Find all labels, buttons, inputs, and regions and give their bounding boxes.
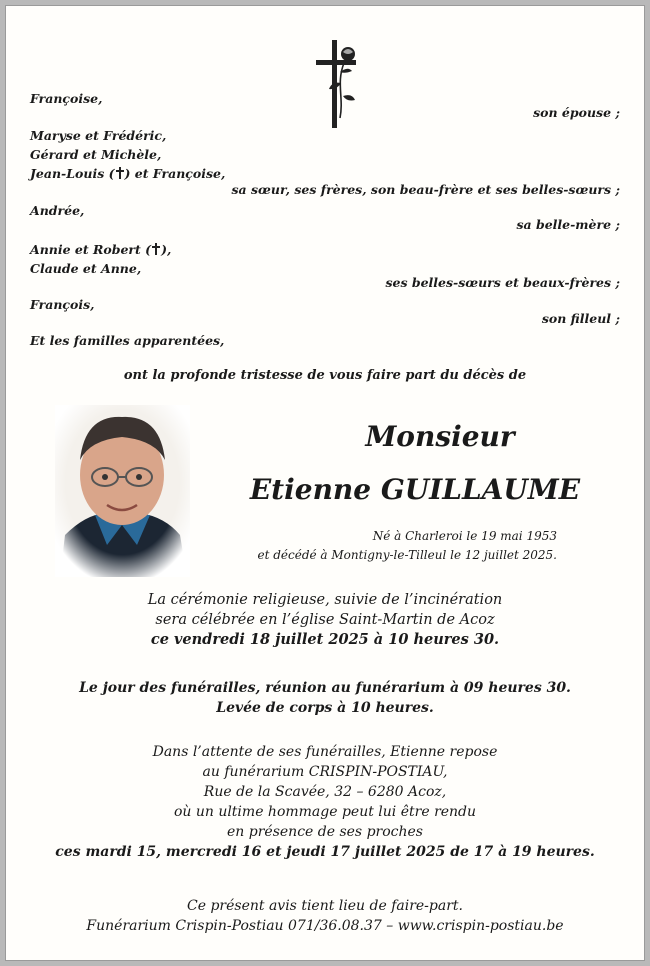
visitation-address: Rue de la Scavée, 32 – 6280 Acoz, bbox=[203, 784, 447, 800]
family-group-godson bbox=[30, 295, 95, 314]
family-group-siblings bbox=[30, 126, 225, 183]
funeral-home-contact: Funérarium Crispin-Postiau 071/36.08.37 – www.crispin-postiau.be bbox=[86, 918, 564, 934]
relation-label: son épouse ; bbox=[533, 105, 620, 120]
deceased-title: Monsieur bbox=[365, 420, 515, 453]
family-group-mother-in-law bbox=[30, 201, 84, 220]
visitation-line: où un ultime hommage peut lui être rendu bbox=[173, 804, 477, 820]
portrait-photo bbox=[55, 405, 190, 577]
family-name: Maryse et Frédéric, bbox=[30, 128, 167, 143]
funeral-info bbox=[0, 678, 650, 718]
family-name: Jean-Louis bbox=[30, 166, 105, 181]
cross-rose-icon bbox=[310, 38, 366, 130]
family-name: Et les familles apparentées, bbox=[30, 333, 225, 348]
deceased-cross-icon bbox=[151, 243, 161, 255]
birth-info: Né à Charleroi le 19 mai 1953 bbox=[372, 529, 557, 543]
family-name: , bbox=[166, 242, 172, 257]
family-name: Françoise, bbox=[30, 91, 103, 106]
footer-note: Ce présent avis tient lieu de faire-part. bbox=[187, 898, 463, 914]
deceased-cross-icon bbox=[115, 167, 125, 179]
ceremony-info bbox=[0, 590, 650, 650]
funeral-line: Levée de corps à 10 heures. bbox=[216, 700, 434, 716]
family-name: Gérard et Michèle, bbox=[30, 147, 162, 162]
ceremony-line: sera célébrée en l’église Saint-Martin de Acoz bbox=[155, 612, 495, 628]
visitation-line: au funérarium CRISPIN-POSTIAU, bbox=[202, 764, 448, 780]
family-name: François, bbox=[30, 297, 95, 312]
death-info: et décédé à Montigny-le-Tilleul le 12 juillet 2025. bbox=[257, 548, 557, 562]
relation-label: sa belle-mère ; bbox=[516, 217, 620, 232]
relation-label: son filleul ; bbox=[541, 311, 620, 326]
funeral-line: Le jour des funérailles, réunion au funérarium à 09 heures 30. bbox=[79, 680, 571, 696]
visitation-line: Dans l’attente de ses funérailles, Etienne repose bbox=[152, 744, 498, 760]
family-name: Andrée, bbox=[30, 203, 85, 218]
family-group-relatives bbox=[30, 331, 224, 350]
family-name: Annie et Robert bbox=[30, 242, 146, 257]
visitation-line: en présence de ses proches bbox=[227, 824, 423, 840]
family-name: et Françoise, bbox=[130, 166, 226, 181]
family-name-line: Jean-Louis ( ) et Françoise, bbox=[30, 166, 226, 181]
birth-death-info bbox=[257, 527, 557, 565]
relation-label: sa sœur, ses frères, son beau-frère et ses belles-sœurs ; bbox=[231, 182, 620, 197]
visitation-info bbox=[0, 742, 650, 862]
family-group-spouse bbox=[30, 89, 102, 108]
family-name: Claude et Anne, bbox=[30, 261, 142, 276]
ceremony-date: ce vendredi 18 juillet 2025 à 10 heures 30. bbox=[150, 631, 500, 648]
family-group-in-laws bbox=[30, 240, 171, 278]
visitation-dates: ces mardi 15, mercredi 16 et jeudi 17 juillet 2025 de 17 à 19 heures. bbox=[55, 844, 595, 860]
footer bbox=[0, 896, 650, 936]
family-name-line: Annie et Robert ( ), bbox=[30, 242, 172, 257]
relation-label: ses belles-sœurs et beaux-frères ; bbox=[385, 275, 620, 290]
deceased-name: Etienne GUILLAUME bbox=[249, 473, 581, 506]
announcement-intro: ont la profonde tristesse de vous faire part du décès de bbox=[123, 368, 527, 383]
ceremony-line: La cérémonie religieuse, suivie de l’incinération bbox=[147, 592, 503, 608]
